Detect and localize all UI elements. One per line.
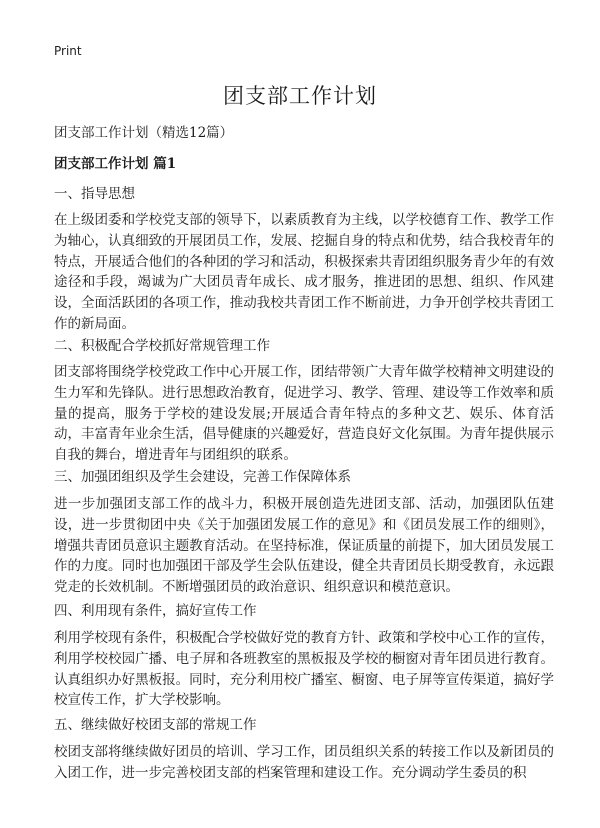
section-heading-1: 一、指导思想 [54,186,135,202]
section-heading-5: 五、继续做好校团支部的常规工作 [54,717,257,733]
section-body-3: 进一步加强团支部工作的战斗力，积极开展创造先进团支部、活动，加强团队伍建设，进一步贯彻团中央《关于加强团发展工作的意见》和《团员发展工作的细则》，增强共青团员意识主题教育活动。在坚持标准，保证质量的前提下，加大团员发展工作的力度。同时也加强团干部及学生会队伍建设，健全共青团员长期受教育，永远跟党走的长效机制。不断增强团员的政治意识、组织意识和模范意识。 [54,496,554,596]
section-heading-4: 四、利用现有条件，搞好宣传工作 [54,603,257,619]
section-body-4: 利用学校现有条件，积极配合学校做好党的教育方针、政策和学校中心工作的宣传，利用学校校园广播、电子屏和各班教室的黑板报及学校的橱窗对青年团员进行教育。认真组织办好黑板报。同时，充分利用校广播室、橱窗、电子屏等宣传渠道，搞好学校宣传工作，扩大学校影响。 [54,630,554,709]
print-link[interactable]: Print [54,44,82,58]
section-heading-3: 三、加强团组织及学生会建设，完善工作保障体系 [54,469,351,485]
section-body-1: 在上级团委和学校党支部的领导下，以素质教育为主线，以学校德育工作、教学工作为轴心，认真细致的开展团员工作，发展、挖掘自身的特点和优势，结合我校青年的特点，开展适合他们的各种团的学习和活动，积极探索共青团组织服务青少年的有效途径和手段，竭诚为广大团员青年成长、成才服务，推进团的思想、组织、作风建设，全面活跃团的各项工作，推动我校共青团工作不断前进，力争开创学校共青团工作的新局面。 [54,212,554,332]
section-body-5: 校团支部将继续做好团员的培训、学习工作，团员组织关系的转接工作以及新团员的入团工作，进一步完善校团支部的档案管理和建设工作。充分调动学生委员的积 [54,744,554,781]
page-title: 团支部工作计划 [223,84,377,108]
article-heading: 团支部工作计划 篇1 [54,156,177,172]
section-heading-2: 二、积极配合学校抓好常规管理工作 [54,338,270,354]
document-subtitle: 团支部工作计划（精选12篇） [54,125,234,141]
section-body-2: 团支部将围绕学校党政工作中心开展工作，团结带领广大青年做学校精神文明建设的生力军和先锋队。进行思想政治教育，促进学习、教学、管理、建设等工作效率和质量的提高，服务于学校的建设发展;开展适合青年特点的多种文艺、娱乐、体育活动，丰富青年业余生活，倡导健康的兴趣爱好，营造良好文化氛围。为青年提供展示自我的舞台，增进青年与团组织的联系。 [54,364,554,464]
